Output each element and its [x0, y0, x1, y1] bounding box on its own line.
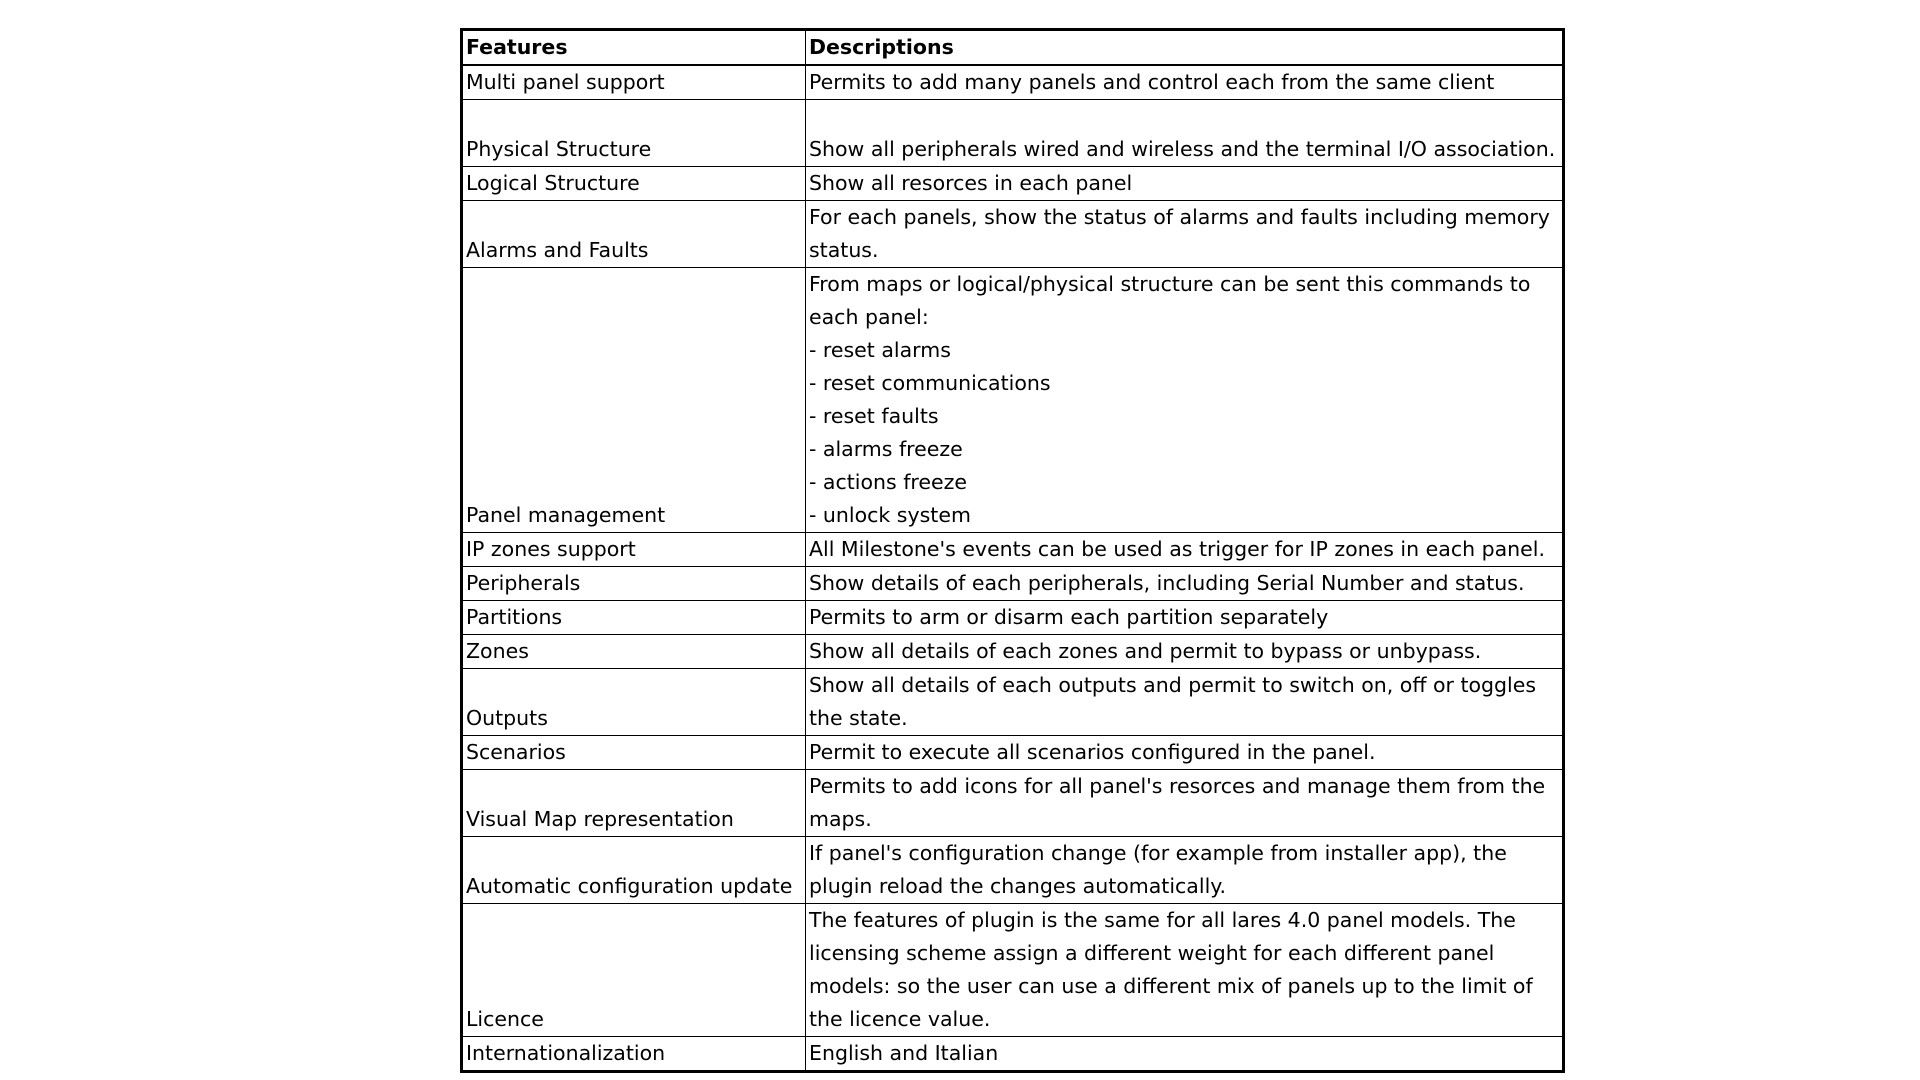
- description-line: the state.: [809, 706, 908, 730]
- description-line: each panel:: [809, 305, 929, 329]
- table-row: [462, 65, 1564, 100]
- feature-cell: Partitions: [462, 601, 806, 635]
- description-line: - unlock system: [809, 503, 971, 527]
- description-spacer: [809, 100, 1559, 133]
- features-table-container: [460, 28, 1562, 1073]
- description-line: - actions freeze: [809, 470, 968, 494]
- table-row: [462, 635, 1564, 669]
- table-row: [462, 567, 1564, 601]
- description-line: If panel's configuration change (for example from installer app), the: [809, 841, 1507, 865]
- description-cell: [806, 567, 1564, 601]
- description-line: Permits to add many panels and control each from the same client: [809, 70, 1495, 94]
- description-line: English and Italian: [809, 1041, 999, 1065]
- table-row: [462, 1037, 1564, 1072]
- description-line: Permit to execute all scenarios configured in the panel.: [809, 740, 1376, 764]
- description-line: - alarms freeze: [809, 437, 963, 461]
- feature-cell: Logical Structure: [462, 167, 806, 201]
- description-cell: [806, 904, 1564, 1037]
- table-body: [462, 65, 1564, 1072]
- table-row: [462, 201, 1564, 268]
- description-line: The features of plugin is the same for all lares 4.0 panel models. The: [809, 908, 1516, 932]
- table-row: [462, 167, 1564, 201]
- description-cell: [806, 1037, 1564, 1072]
- header-row: [462, 30, 1564, 66]
- table-row: [462, 601, 1564, 635]
- description-line: Show all details of each outputs and permit to switch on, off or toggles: [809, 673, 1537, 697]
- header-features: Features: [462, 30, 806, 66]
- description-line: Show details of each peripherals, including Serial Number and status.: [809, 571, 1525, 595]
- table-row: [462, 533, 1564, 567]
- description-cell: [806, 65, 1564, 100]
- description-line: Permits to arm or disarm each partition separately: [809, 605, 1329, 629]
- description-line: licensing scheme assign a different weight for each different panel: [809, 941, 1495, 965]
- description-line: Permits to add icons for all panel's resorces and manage them from the: [809, 774, 1546, 798]
- table-row: [462, 669, 1564, 736]
- description-line: From maps or logical/physical structure can be sent this commands to: [809, 272, 1531, 296]
- table-row: [462, 770, 1564, 837]
- description-cell: [806, 635, 1564, 669]
- description-line: models: so the user can use a different mix of panels up to the limit of: [809, 974, 1533, 998]
- description-cell: [806, 533, 1564, 567]
- description-line: - reset communications: [809, 371, 1051, 395]
- feature-cell: Zones: [462, 635, 806, 669]
- description-line: All Milestone's events can be used as trigger for IP zones in each panel.: [809, 537, 1545, 561]
- description-line: Show all peripherals wired and wireless and the terminal I/O association.: [809, 137, 1556, 161]
- feature-cell: Automatic configuration update: [462, 837, 806, 904]
- table-row: [462, 736, 1564, 770]
- description-cell: [806, 268, 1564, 533]
- description-line: Show all resorces in each panel: [809, 171, 1133, 195]
- description-cell: [806, 669, 1564, 736]
- feature-cell: Physical Structure: [462, 100, 806, 167]
- description-line: - reset faults: [809, 404, 939, 428]
- description-cell: [806, 167, 1564, 201]
- table-row: [462, 268, 1564, 533]
- description-line: For each panels, show the status of alarms and faults including memory: [809, 205, 1550, 229]
- feature-cell: Alarms and Faults: [462, 201, 806, 268]
- description-line: plugin reload the changes automatically.: [809, 874, 1226, 898]
- description-line: the licence value.: [809, 1007, 991, 1031]
- feature-cell: Visual Map representation: [462, 770, 806, 837]
- description-cell: [806, 837, 1564, 904]
- feature-cell: IP zones support: [462, 533, 806, 567]
- feature-cell: Scenarios: [462, 736, 806, 770]
- feature-cell: Outputs: [462, 669, 806, 736]
- description-cell: [806, 770, 1564, 837]
- feature-cell: Panel management: [462, 268, 806, 533]
- table-row: [462, 837, 1564, 904]
- feature-cell: Peripherals: [462, 567, 806, 601]
- header-descriptions: Descriptions: [806, 30, 1564, 66]
- feature-cell: Licence: [462, 904, 806, 1037]
- description-line: maps.: [809, 807, 872, 831]
- description-line: - reset alarms: [809, 338, 951, 362]
- description-cell: [806, 100, 1564, 167]
- table-row: [462, 100, 1564, 167]
- description-cell: [806, 201, 1564, 268]
- description-cell: [806, 601, 1564, 635]
- feature-cell: Multi panel support: [462, 65, 806, 100]
- description-line: status.: [809, 238, 879, 262]
- table-row: [462, 904, 1564, 1037]
- features-table: [460, 28, 1565, 1073]
- feature-cell: Internationalization: [462, 1037, 806, 1072]
- description-line: Show all details of each zones and permit to bypass or unbypass.: [809, 639, 1482, 663]
- description-cell: [806, 736, 1564, 770]
